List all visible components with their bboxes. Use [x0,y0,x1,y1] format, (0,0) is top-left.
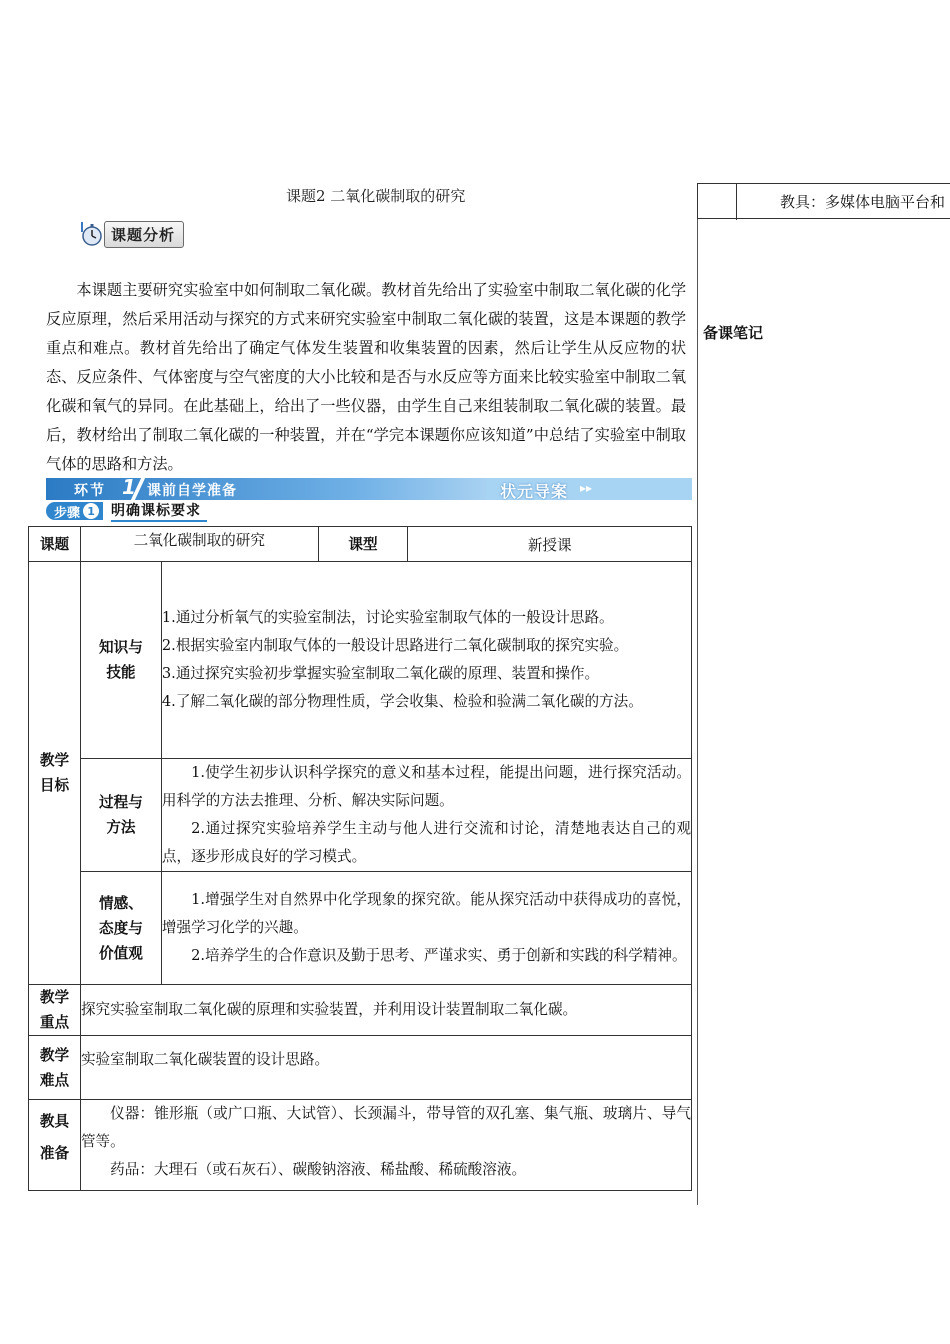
banner-left-band [46,478,486,500]
sidebar-tools-box [697,183,950,219]
key-value: 探究实验室制取二氧化碳的原理和实验装置，并利用设计装置制取二氧化碳。 [80,985,691,1036]
list-item: 1.增强学生对自然界中化学现象的探究欲。能从探究活动中获得成功的喜悦，增强学习化学的兴趣。 [161,891,691,936]
knowledge-label: 知识与技能 [80,562,161,759]
step-header [46,501,207,521]
process-cell [161,759,691,872]
banner-segment-number: 1 [122,475,136,499]
lesson-plan-table [28,526,692,1191]
sidebar-rule [697,219,698,1205]
list-item: 仪器：锥形瓶（或广口瓶、大试管）、长颈漏斗，带导管的双孔塞、集气瓶、玻璃片、导气管等。 [80,1105,691,1150]
table-row-process [29,759,692,872]
sidebar-box-divider [736,184,737,220]
step-pill [46,502,103,520]
step-label: 步骤 [54,505,81,521]
banner-brand: 状元导案 [500,482,569,501]
emotion-label: 情感、态度与价值观 [80,872,161,985]
key-label: 教学重点 [29,985,81,1036]
type-label: 课型 [318,527,408,562]
section-banner [46,475,692,501]
stopwatch-icon [78,222,102,246]
list-item: 1.使学生初步认识科学探究的意义和基本过程，能提出问题，进行探究活动。用科学的方法去推理、分析、解决实际问题。 [161,764,691,809]
analysis-badge [78,221,184,247]
difficulty-value: 实验室制取二氧化碳装置的设计思路。 [80,1036,691,1100]
page-title: 课题2 二氧化碳制取的研究 [286,187,466,205]
sidebar-notes-label: 备课笔记 [703,324,764,342]
table-row-key [29,985,692,1036]
list-item: 4.了解二氧化碳的部分物理性质，学会收集、检验和验满二氧化碳的方法。 [161,693,643,710]
banner-segment-label: 环节 [74,483,106,499]
table-row-topic [29,527,692,562]
intro-paragraph: 本课题主要研究实验室中如何制取二氧化碳。教材首先给出了实验室中制取二氧化碳的化学反应原理，然后采用活动与探究的方式来研究实验室中制取二氧化碳的装置，这是本课题的教学重点和难点。教材首先给出了确定气体发生装置和收集装置的因素，然后让学生从反应物的状态、反应条件、气体密度与空气密度的大小比较和是否与水反应等方面来比较实验室中制取二氧化碳和氧气的异同。在此基础上，给出了一些仪器，由学生自己来组装制取二氧化碳的装置。最后，教材给出了制取二氧化碳的一种装置，并在“学完本课题你应该知道”中总结了实验室中制取气体的思路和方法。 [46,281,686,473]
process-label: 过程与方法 [80,759,161,872]
analysis-badge-label: 课题分析 [104,221,184,248]
list-item: 2.根据实验室内制取气体的一般设计思路进行二氧化碳制取的探究实验。 [161,637,629,654]
prep-label: 教具准备 [29,1100,81,1191]
list-item: 2.通过探究实验培养学生主动与他人进行交流和讨论，清楚地表达自己的观点，逐步形成良好的学习模式。 [161,820,691,865]
difficulty-label: 教学难点 [29,1036,81,1100]
table-row-difficulty [29,1036,692,1100]
table-row-knowledge [29,562,692,759]
table-row-prep [29,1100,692,1191]
topic-value: 二氧化碳制取的研究 [80,527,318,562]
topic-label: 课题 [29,527,81,562]
type-value: 新授课 [408,527,692,562]
step-number: 1 [83,503,99,519]
list-item: 药品：大理石（或石灰石）、碳酸钠溶液、稀盐酸、稀硫酸溶液。 [110,1161,527,1178]
knowledge-cell [161,562,691,759]
prep-cell [80,1100,691,1191]
goals-label: 教学目标 [29,562,81,985]
list-item: 3.通过探究实验初步掌握实验室制取二氧化碳的原理、装置和操作。 [161,665,600,682]
double-arrow-icon: ▸▸ [580,481,593,495]
list-item: 2.培养学生的合作意识及勤于思考、严谨求实、勇于创新和实践的科学精神。 [191,947,687,964]
list-item: 1.通过分析氧气的实验室制法，讨论实验室制取气体的一般设计思路。 [161,609,614,626]
banner-segment-title: 课前自学准备 [147,483,237,499]
emotion-cell [161,872,691,985]
sidebar-tools: 教具：多媒体电脑平台和 [780,193,946,211]
table-row-emotion [29,872,692,985]
step-title: 明确课标要求 [111,500,207,522]
